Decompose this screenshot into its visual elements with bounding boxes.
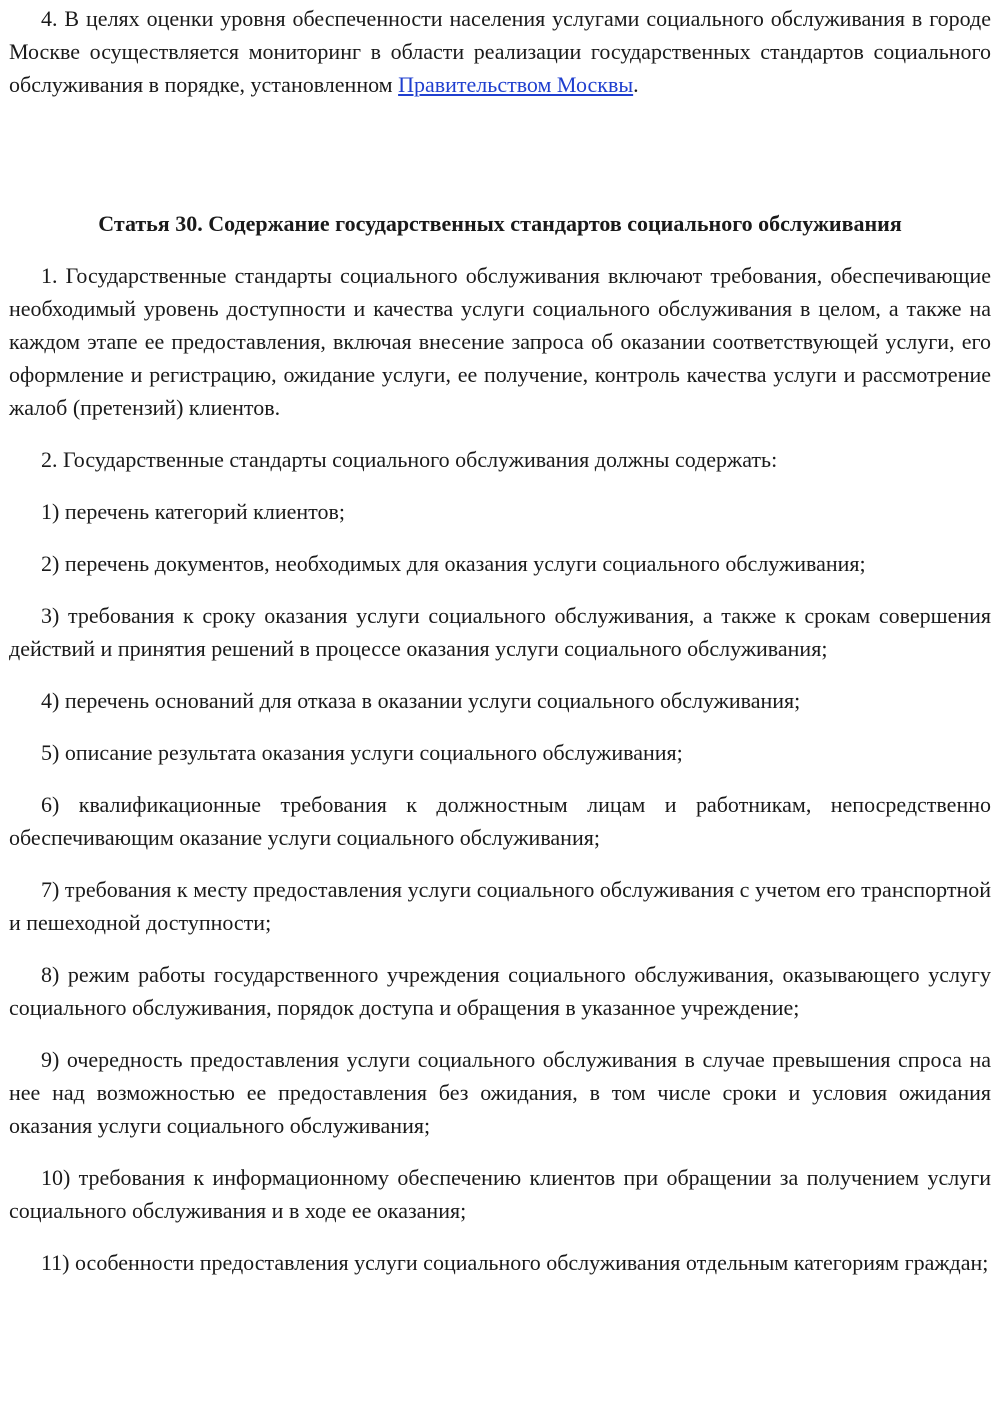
list-item-1: 1) перечень категорий клиентов;	[41, 499, 345, 524]
list-item-5: 5) описание результата оказания услуги социального обслуживания;	[41, 740, 683, 765]
article-body	[9, 259, 991, 1298]
paragraph-2: 2. Государственные стандарты социального обслуживания должны содержать:	[41, 447, 778, 472]
list-item-8: 8) режим работы государственного учреждения социального обслуживания, оказывающего услугу социального обслуживания, порядок доступа и обращения в указанное учреждение;	[9, 962, 991, 1020]
list-item-7: 7) требования к месту предоставления услуги социального обслуживания с учетом его транспортной и пешеходной доступности;	[9, 877, 991, 935]
list-item-9: 9) очередность предоставления услуги социального обслуживания в случае превышения спроса на нее над возможностью ее предоставления без ожидания, в том числе сроки и условия ожидания оказания услуги социального обслуживания;	[9, 1047, 991, 1138]
paragraph-1: 1. Государственные стандарты социального обслуживания включают требования, обеспечивающие необходимый уровень доступности и качества услуги социального обслуживания в целом, а также на каждом этапе ее предоставления, включая внесение запроса об оказании соответствующей услуги, его оформление и регистрацию, ожидание услуги, ее получение, контроль качества услуги и рассмотрение жалоб (претензий) клиентов.	[9, 263, 991, 420]
article-heading: Статья 30. Содержание государственных стандартов социального обслуживания	[98, 211, 902, 236]
list-item-2: 2) перечень документов, необходимых для оказания услуги социального обслуживания;	[41, 551, 866, 576]
list-item-10: 10) требования к информационному обеспечению клиентов при обращении за получением услуги социального обслуживания и в ходе ее оказания;	[9, 1165, 991, 1223]
paragraph-intro-end: .	[633, 72, 639, 97]
paragraph-intro-text: 4. В целях оценки уровня обеспеченности населения услугами социального обслуживания в городе Москве осуществляется мониторинг в области реализации государственных стандартов социального обслуживания в порядке, установленном	[9, 6, 991, 97]
list-item-11: 11) особенности предоставления услуги социального обслуживания отдельным категориям граждан;	[41, 1250, 989, 1275]
list-item-3: 3) требования к сроку оказания услуги социального обслуживания, а также к срокам совершения действий и принятия решений в процессе оказания услуги социального обслуживания;	[9, 603, 991, 661]
list-item-4: 4) перечень оснований для отказа в оказании услуги социального обслуживания;	[41, 688, 801, 713]
government-link[interactable]: Правительством Москвы	[398, 72, 634, 97]
paragraph-intro	[9, 2, 991, 101]
list-item-6: 6) квалификационные требования к должностным лицам и работникам, непосредственно обеспечивающим оказание услуги социального обслуживания;	[9, 792, 991, 850]
